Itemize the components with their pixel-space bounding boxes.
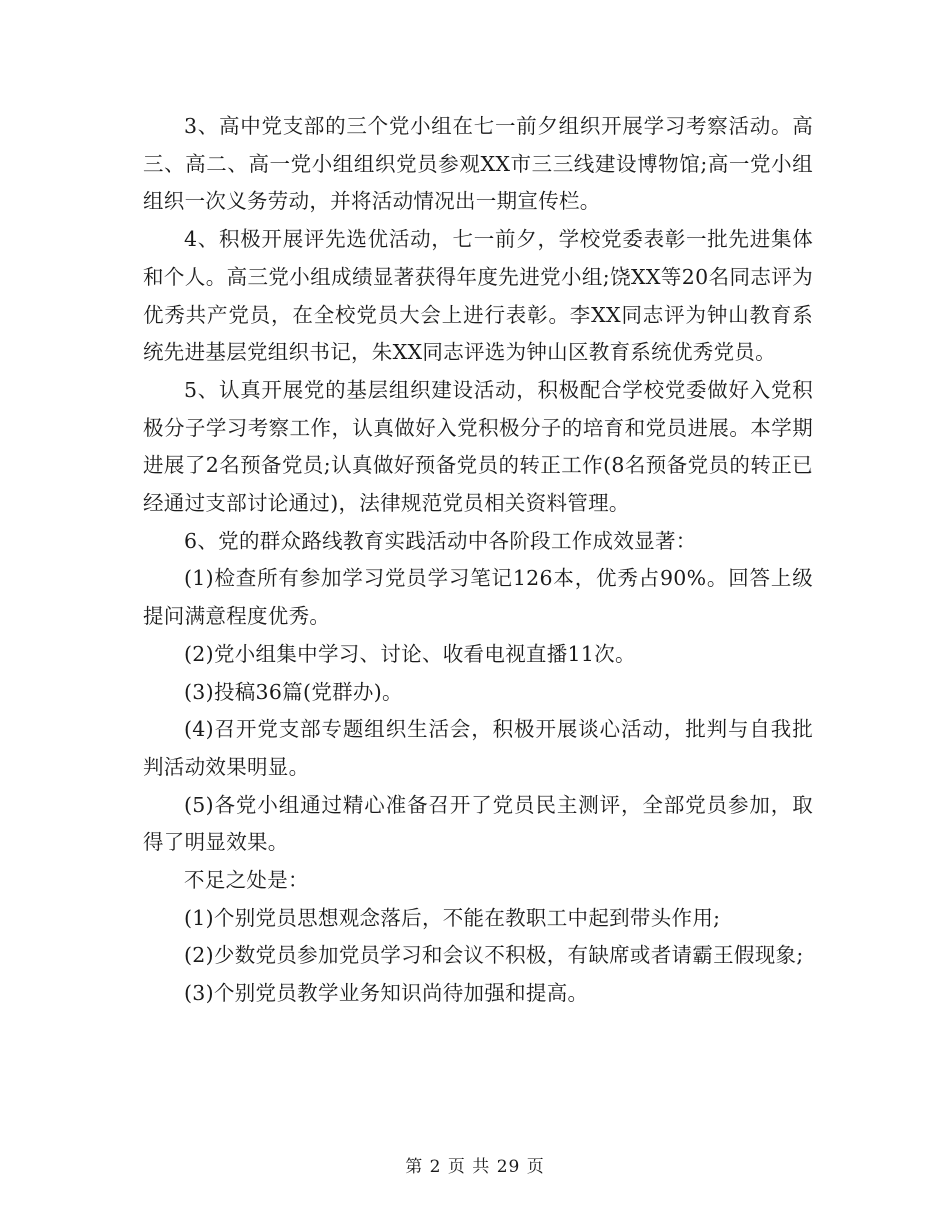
shortcoming-1: (1)个别党员思想观念落后，不能在教职工中起到带头作用; — [184, 905, 721, 930]
paragraph-item-5: 5、认真开展党的基层组织建设活动，积极配合学校党委做好入党积极分子学习考察工作，认真做好入党积极分子的培育和党员进展。本学期进展了2名预备党员;认真做好预备党员的转正工作(8名预备党员的转正已经通过支部讨论通过)，法律规范党员相关资料管理。 — [143, 377, 813, 516]
page-number: 第 2 页 共 29 页 — [405, 1157, 545, 1177]
subitem-5: (5)各党小组通过精心准备召开了党员民主测评，全部党员参加，取得了明显效果。 — [143, 792, 813, 855]
page-footer — [0, 1152, 950, 1177]
paragraph-item-6: 6、党的群众路线教育实践活动中各阶段工作成效显著： — [184, 528, 697, 553]
subitem-1: (1)检查所有参加学习党员学习笔记126本，优秀占90%。回答上级提问满意程度优秀。 — [143, 566, 813, 629]
shortcoming-3: (3)个别党员教学业务知识尚待加强和提高。 — [184, 981, 589, 1006]
shortcoming-2: (2)少数党员参加党员学习和会议不积极，有缺席或者请霸王假现象; — [184, 943, 804, 968]
subitem-4: (4)召开党支部专题组织生活会，积极开展谈心活动，批判与自我批判活动效果明显。 — [143, 717, 813, 779]
subitem-3: (3)投稿36篇(党群办)。 — [184, 679, 403, 704]
paragraph-item-3: 3、高中党支部的三个党小组在七一前夕组织开展学习考察活动。高三、高二、高一党小组组织党员参观XX市三三线建设博物馆;高一党小组组织一次义务劳动，并将活动情况出一期宣传栏。 — [143, 114, 813, 214]
paragraph-item-4: 4、积极开展评先选优活动，七一前夕，学校党委表彰一批先进集体和个人。高三党小组成绩显著获得年度先进党小组;饶XX等20名同志评为优秀共产党员，在全校党员大会上进行表彰。李XX同志评为钟山教育系统先进基层党组织书记，朱XX同志评选为钟山区教育系统优秀党员。 — [143, 227, 813, 365]
shortcomings-heading: 不足之处是： — [184, 868, 309, 893]
subitem-2: (2)党小组集中学习、讨论、收看电视直播11次。 — [184, 641, 636, 666]
body-text — [143, 108, 813, 1013]
